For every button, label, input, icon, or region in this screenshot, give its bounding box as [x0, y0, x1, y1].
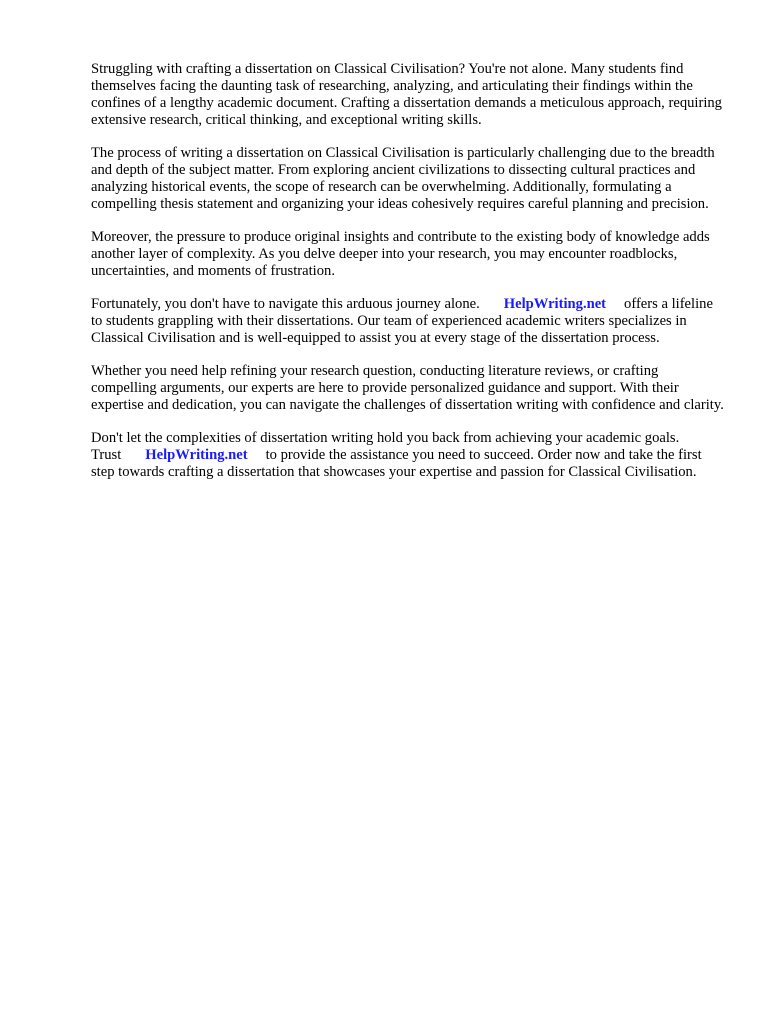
paragraph-service-lead: Fortunately, you don't have to navigate this arduous journey alone.	[91, 295, 480, 312]
paragraph-pressure: Moreover, the pressure to produce original insights and contribute to the existing body of knowledge adds another layer of complexity. As you delve deeper into your research, you may encounter roadblocks, uncertainties, and moments of frustration.	[91, 228, 710, 280]
paragraph-closing-tail: to provide the assistance you need to succeed. Order now and take the first step towards crafting a dissertation that showcases your expertise and passion for Classical Civilisation.	[91, 446, 702, 480]
paragraph-intro: Struggling with crafting a dissertation on Classical Civilisation? You're not alone. Many students find themselves facing the daunting task of researching, analyzing, and articulating their findings within the confines of a lengthy academic document. Crafting a dissertation demands a meticulous approach, requiring extensive research, critical thinking, and exceptional writing skills.	[91, 61, 722, 129]
helpwriting-link-closing[interactable]: HelpWriting.net	[145, 446, 248, 463]
paragraph-service	[91, 296, 727, 347]
paragraph-closing	[91, 430, 727, 481]
paragraph-support: Whether you need help refining your research question, conducting literature reviews, or crafting compelling arguments, our experts are here to provide personalized guidance and support. With their expertise and dedication, you can navigate the challenges of dissertation writing with confidence and clarity.	[91, 362, 724, 413]
paragraph-challenge: The process of writing a dissertation on Classical Civilisation is particularly challenging due to the breadth and depth of the subject matter. From exploring ancient civilizations to dissecting cultural practices and analyzing historical events, the scope of research can be overwhelming. Additionally, formulating a compelling thesis statement and organizing your ideas cohesively requires careful planning and precision.	[91, 144, 715, 213]
helpwriting-link[interactable]: HelpWriting.net	[503, 295, 607, 312]
document-body	[91, 61, 727, 496]
paragraph-closing-lead: Don't let the complexities of dissertation writing hold you back from achieving your academic goals. Trust	[91, 429, 680, 463]
paragraph-service-tail: offers a lifeline to students grappling with their dissertations. Our team of experienced academic writers specializes in Classical Civilisation and is well-equipped to assist you at every stage of the dissertation process.	[91, 295, 713, 346]
